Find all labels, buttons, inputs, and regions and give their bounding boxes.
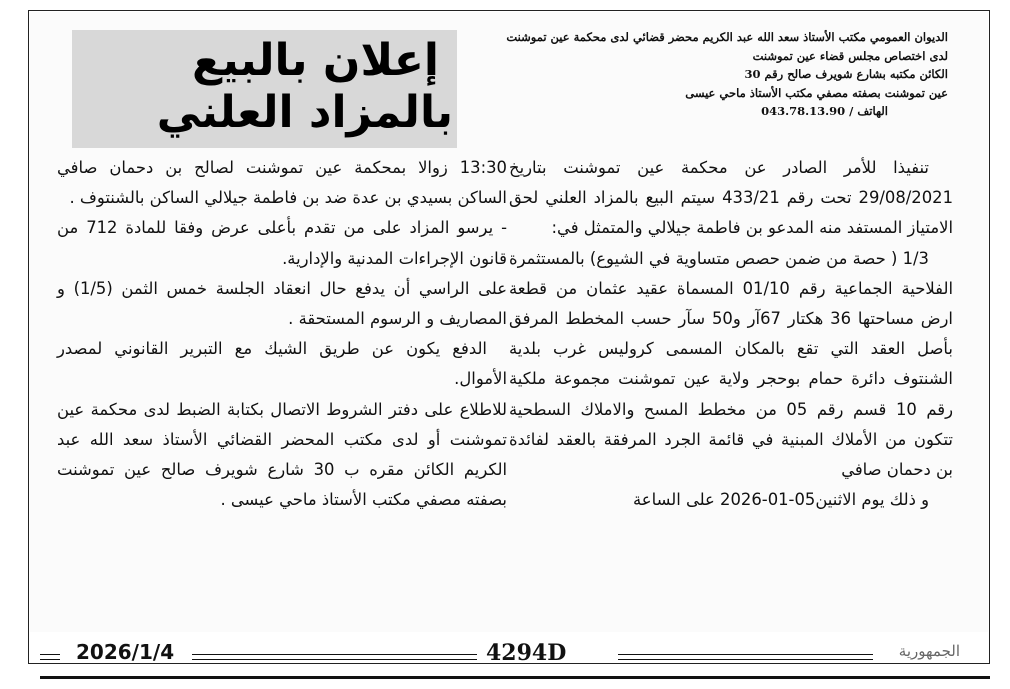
paragraph: الدفع يكون عن طريق الشيك مع التبرير القانوني لمصدر الأموال. xyxy=(57,339,507,389)
header-line: لدى اختصاص مجلس قضاء عين تموشنت xyxy=(752,48,948,63)
footer-rule xyxy=(192,654,477,660)
title-line-auction: بالمزاد العلني xyxy=(156,87,453,138)
header-line: عين تموشنت بصفته مصفي مكتب الأستاذ ماحي عيسى xyxy=(685,85,948,100)
left-column xyxy=(57,153,507,515)
title-box xyxy=(72,30,457,148)
footer-date: 2026/1/4 xyxy=(76,640,175,664)
footer-code: 4294D xyxy=(486,640,567,666)
bottom-border xyxy=(40,676,990,689)
newspaper-logo: الجمهورية xyxy=(898,642,960,660)
footer-rule xyxy=(40,654,60,660)
header-line: الكائن مكتبه بشارع شويرف صالح رقم 30 xyxy=(744,67,948,81)
paragraph: تنفيذا للأمر الصادر عن محكمة عين تموشنت بتاريخ 29/08/2021 تحت رقم 433/21 سيتم البيع بالمزاد العلني لحق الامتياز المستفد منه المدعو بن فاطمة جيلالي والمتمثل في: xyxy=(509,158,954,238)
footer xyxy=(40,640,980,670)
title-line-sale: إعلان بالبيع xyxy=(192,35,439,86)
paragraph: 1/3 ( حصة من ضمن حصص متساوية في الشيوع) بالمستثمرة الفلاحية الجماعية رقم 01/10 المسماة عقيد عثمان من قطعة ارض مساحتها 36 هكتار 67آر و50 سآر حسب المخطط المرفق بأصل العقد التي تقع بالمكان المسمى كروليس غرب بلدية الشنتوف دائرة حمام بوحجر ولاية عين تموشنت مجموعة ملكية رقم 10 قسم رقم 05 من مخطط المسح والاملاك السطحية تتكون من الأملاك المبنية في قائمة الجرد المرفقة بالعقد لفائدة بن دحمان صافي xyxy=(509,248,954,480)
paragraph: و ذلك يوم الاثنين05-01-2026 على الساعة xyxy=(633,490,929,510)
header-line: الهاتف / 043.78.13.90 xyxy=(761,104,888,118)
paragraph: - يرسو المزاد على من تقدم بأعلى عرض وفقا للمادة 712 من قانون الإجراءات المدنية والإدارية. xyxy=(57,218,507,268)
paragraph: للاطلاع على دفتر الشروط الاتصال بكتابة الضبط لدى محكمة عين تموشنت أو لدى مكتب المحضر القضائي الأستاذ سعد الله عبد الكريم الكائن مقره ب 30 شارع شويرف صالح عين تموشنت بصفته مصفي مكتب الأستاذ ماحي عيسى . xyxy=(57,399,507,510)
bailiff-header xyxy=(508,28,948,121)
paragraph: على الراسي أن يدفع حال انعقاد الجلسة خمس الثمن (1/5) و المصاريف و الرسوم المستحقة . xyxy=(57,278,507,329)
paragraph: 13:30 زوالا بمحكمة عين تموشنت لصالح بن دحمان صافي الساكن بسيدي بن عدة ضد بن فاطمة جيلالي الساكن بالشنتوف . xyxy=(57,158,507,208)
footer-rule xyxy=(618,654,873,660)
header-line: الديوان العمومي مكتب الأستاذ سعد الله عبد الكريم محضر قضائي لدى محكمة عين تموشنت xyxy=(506,30,948,44)
right-column xyxy=(509,153,953,515)
